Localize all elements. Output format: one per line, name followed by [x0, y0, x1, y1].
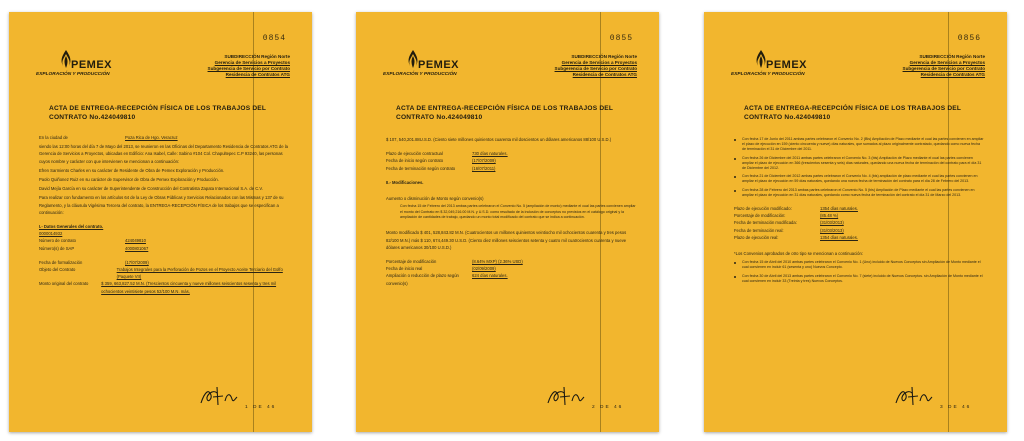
document-page-3 [704, 12, 1007, 432]
field-row [734, 219, 984, 226]
city-label: En la ciudad de [39, 135, 68, 140]
bullet-text: Con fecha 21 de Diciembre del 2012 ambas partes celebraron el Convenio No. 4 (bis) ampliación de plazo mediante el cual las partes convienen en ampliar el plazo de ejecución en 59 días naturales, quedando una nueva fecha de terminación del contrato para el día 28 de Febrero del 2013. [742, 174, 978, 184]
bullet-dot-icon [734, 176, 736, 178]
field-label: Fecha de inicio según contrato [386, 158, 444, 164]
field-row [734, 227, 984, 234]
record-id: 0000014932 [39, 231, 63, 237]
header-line: SUBDIRECCIÓN Región Norte [919, 54, 985, 59]
field-label: Fecha de terminación modificada: [734, 220, 797, 226]
folio-number: 0856 [957, 34, 981, 43]
document-title: ACTA DE ENTREGA-RECEPCIÓN FÍSICA DE LOS TRABAJOS DEL CONTRATO No.424049810 [396, 105, 614, 121]
signature-mark [199, 385, 239, 412]
logo-tagline: EXPLORACIÓN Y PRODUCCIÓN [383, 72, 457, 77]
logo-name: PEMEX [418, 59, 460, 71]
field-row [386, 272, 636, 286]
office-header [527, 54, 637, 78]
field-label: Objeto del Contrato [39, 267, 76, 273]
field-row [386, 165, 636, 172]
bullet-text: Con fecha 30 de Abril del 2013 ambas partes celebraron el Convenio No. 7 (siete) incluido de Nuevos Conceptos. sin Ampliación de Monto mediante el cual convienen en incluir 33 (Treinta y tres) Nuevos Conceptos. [742, 273, 983, 283]
folio-number: 0855 [609, 34, 633, 43]
paragraph: Para realizar con fundamento en los artículos 64 de la Ley de Obras Públicas y Servicios Relacionados con las Mismas y 137 de su Reglamento, y la cláusula Vigésima Tercera del contrato, la ENTREGA-RECEPCIÓN FÍSICA de los trabajos que se especifican a continuación: [39, 195, 284, 215]
bullet-dot-icon [734, 190, 736, 192]
paragraph: David Mejía García en su carácter de Superintendente de Construcción del Contratista Zapata Internacional S.A. de C.V. [39, 186, 264, 192]
header-line: Residencia de Contratos ATG [572, 72, 637, 77]
paragraph: Efren Sarmiento Charles en su carácter de Residente de Obra de Pemex Exploración y Producción. [39, 167, 225, 173]
bullet-text: Con fecha 17 de Junio del 2011 ambas partes celebraron el Convenio No. 2 (Bis) Ampliación de Plazo mediante el cual las partes convienen en ampliar el plazo de ejecución en 159 (ciento cincuenta y nueve) días naturales, que sumados al plazo originalmente contratado, quedando como nueva fecha de terminación el 31 de Diciembre del 2011. [742, 137, 984, 152]
convenio-bullet [734, 260, 984, 270]
signature-mark [546, 385, 586, 412]
document-body [386, 134, 636, 287]
field-value: (02/09/2009) [472, 266, 496, 272]
header-line: Residencia de Contratos ATG [920, 72, 985, 77]
bullet-text: Con fecha 26 de Diciembre del 2011 ambas partes celebraron el Convenio No. 3 (bis) Ampliación de Plazo mediante el cual las partes convienen ampliar el plazo de ejecución en 366 (trescientos sesenta y seis) días naturales, quedando una nueva fecha de terminación del contrato para el día 31 de Diciembre del 2012. [742, 155, 982, 171]
bullet-dot-icon [734, 276, 736, 278]
field-label: Plazo de ejecución contractual [386, 151, 443, 157]
field-row [39, 237, 289, 244]
header-line: Gerencia de Servicios a Proyectos [561, 60, 637, 65]
field-label: Ampliación o reducción de plazo según convenio(s) [386, 273, 459, 286]
folio-number: 0854 [262, 34, 286, 43]
field-row [39, 259, 289, 266]
bullet-dot-icon [734, 139, 736, 141]
field-label: Fecha de terminación según contrato [386, 165, 456, 171]
field-value: 1354 días naturales. [820, 206, 858, 212]
header-line: SUBDIRECCIÓN Región Norte [224, 54, 290, 59]
modification-label: Aumento o disminución de Monto según convenio(s) [386, 196, 484, 202]
logo-name: PEMEX [766, 59, 808, 71]
field-value: Trabajos Integrales para la Perforación de Pozos en el Proyecto Aceite Terciario del Golfo (Paquete VII) [116, 267, 283, 280]
document-page-1 [9, 12, 312, 432]
convenio-paragraph: Con fecha 15 de Febrero del 2013 ambas partes celebraron el Convenio No. 5 (ampliación de monto) mediante el cual las partes convienen ampliar el monto del Contrato en $ 32,049,216.00 M.N. y U.S.D. como resultado de la inclusión de conceptos no previstos en el catálogo original y la ampliación de cantidades de trabajo, quedando un monto total modificado del contrato que se indica a continuación. [400, 204, 636, 220]
logo-tagline: EXPLORACIÓN Y PRODUCCIÓN [36, 72, 110, 77]
amount-text: $ 107, 540,201.88U.S.D. (Ciento siete millones quinientos cuarenta mil doscientos un dólares americanos 88/100 U.S.D.) [386, 137, 612, 142]
bullet-dot-icon [734, 262, 736, 264]
logo-name: PEMEX [71, 59, 113, 71]
field-row [734, 205, 984, 212]
field-value: 624 días naturales. [472, 273, 508, 279]
header-line: Subgerencia de Servicio por Contrato [902, 66, 985, 71]
office-header [875, 54, 985, 78]
page-number: 3 DE 46 [940, 405, 972, 410]
field-row [386, 150, 636, 157]
convenio-bullet [734, 137, 984, 153]
paragraph: Paolo Quiñonez Ruiz en su carácter de Supervisor de Obra de Pemex Exploración y Producción. [39, 177, 219, 183]
field-label: Porcentaje de modificación: [734, 213, 786, 219]
field-label: Fecha de terminación real: [734, 227, 784, 233]
document-title: ACTA DE ENTREGA-RECEPCIÓN FÍSICA DE LOS TRABAJOS DEL CONTRATO No.424049810 [49, 105, 267, 121]
convenio-bullet [734, 174, 984, 184]
bullet-text: Con fecha 28 de Febrero del 2013 ambas partes celebraron el Convenio No. 5 (bis) Ampliación de Plazo mediante el cual las partes convienen en ampliar el plazo de ejecución en 31 días naturales, quedando como nueva fecha de terminación del contrato el día 31 de Marzo del 2013. [742, 187, 975, 197]
field-value: 1354 días naturales. [820, 234, 858, 240]
field-label: Plazo de ejecución real: [734, 234, 779, 240]
field-label: Fecha de inicio real [386, 266, 423, 272]
convenio-bullet [734, 188, 984, 198]
document-page-2 [356, 12, 659, 432]
header-line: Subgerencia de Servicio por Contrato [554, 66, 637, 71]
section-heading: I.- Datos Generales del contrato. [39, 224, 104, 230]
field-row [39, 280, 289, 294]
field-row [39, 245, 289, 252]
bullet-text: Con fecha 15 de Abril del 2010 ambas partes celebraron el Convenio No. 1 (Uno) incluido de Nuevos Conceptos sin Ampliación de Monto mediante el cual convienen en incluir 61 (sesenta y uno) Nuevos Concepto. [742, 260, 981, 270]
field-value: (31/03/2013) [820, 220, 844, 226]
header-line: Gerencia de Servicios a Proyectos [909, 60, 985, 65]
field-value: 4000801067 [125, 245, 149, 251]
field-value: (17/07/2009) [472, 158, 496, 164]
field-row [386, 258, 636, 265]
field-value: (16/07/2011) [472, 165, 496, 171]
page-number: 1 DE 46 [245, 405, 277, 410]
field-row [734, 234, 984, 241]
office-header [180, 54, 290, 78]
header-line: Gerencia de Servicios a Proyectos [214, 60, 290, 65]
field-label: Número(s) de SAP [39, 245, 75, 251]
document-body [734, 134, 984, 284]
field-value: (8.64% MXP) (2.36% USD) [472, 259, 523, 265]
field-value: (85.48 %) [820, 213, 839, 219]
field-value: (17/07/2009) [125, 259, 149, 265]
convenio-bullet [734, 274, 984, 284]
field-row [734, 212, 984, 219]
field-label: Fecha de formalización [39, 259, 83, 265]
convenio-bullet [734, 156, 984, 172]
header-line: Subgerencia de Servicio por Contrato [207, 66, 290, 71]
document-title: ACTA DE ENTREGA-RECEPCIÓN FÍSICA DE LOS TRABAJOS DEL CONTRATO No.424049810 [744, 105, 962, 121]
section-heading: II.- Modificaciones. [386, 179, 424, 185]
header-line: Residencia de Contratos ATG [225, 72, 290, 77]
logo-tagline: EXPLORACIÓN Y PRODUCCIÓN [731, 72, 805, 77]
signature-mark [894, 385, 934, 412]
field-row [39, 266, 289, 280]
field-value: $ 359, 663,827.52 M.N. (Trescientos cincuenta y nueve millones seiscientos sesenta y tres mil ochocientos veintisiete pesos 52/100 M.N. más, [101, 281, 277, 294]
modified-amount: Monto modificado $ 401, 528,843.82 M.N. (Cuatrocientos un millones quinientos veintiocho mil ochocientos cuarenta y tres pesos 82/100 M.N.) más $ 110, 674,449.30 U.S.D. (Ciento diez millones seiscientos setenta y cuatro mil cuatrocientos cuarenta y nueve dólares americanos 30/100 U.S.D.) [386, 230, 627, 250]
page-number: 2 DE 46 [592, 405, 624, 410]
city-value: Poza Rica de Hgo. Veracruz [125, 135, 178, 140]
field-value: 424049810 [125, 238, 146, 244]
field-row [386, 157, 636, 164]
convenios-note: *Los Convenios aprobados de otro tipo se mencionan a continuación: [734, 251, 863, 257]
paragraph: siendo las 12:00 horas del día 7 de Mayo del 2013, se reunieron en las Oficinas del Departamento Residencia de Contratos ATG de la Gerencia de Servicios a Proyectos, ubicadas en Edificio: Ana Isabel, Calle: Sabino #104 Col. Chapultepec C.P 93240, las personas cuyos nombre y carácter con que intervienen se mencionan a continuación: [39, 144, 288, 164]
field-value: 730 días naturales. [472, 151, 508, 157]
field-label: Plazo de ejecución modificado: [734, 206, 792, 212]
field-label: Monto original del contrato [39, 281, 89, 287]
header-line: SUBDIRECCIÓN Región Norte [571, 54, 637, 59]
field-label: Porcentaje de modificación [386, 259, 437, 265]
field-value: (31/03/2013) [820, 227, 844, 233]
bullet-dot-icon [734, 158, 736, 160]
field-label: Número de contrato [39, 238, 77, 244]
document-body [39, 134, 289, 295]
field-row [386, 265, 636, 272]
